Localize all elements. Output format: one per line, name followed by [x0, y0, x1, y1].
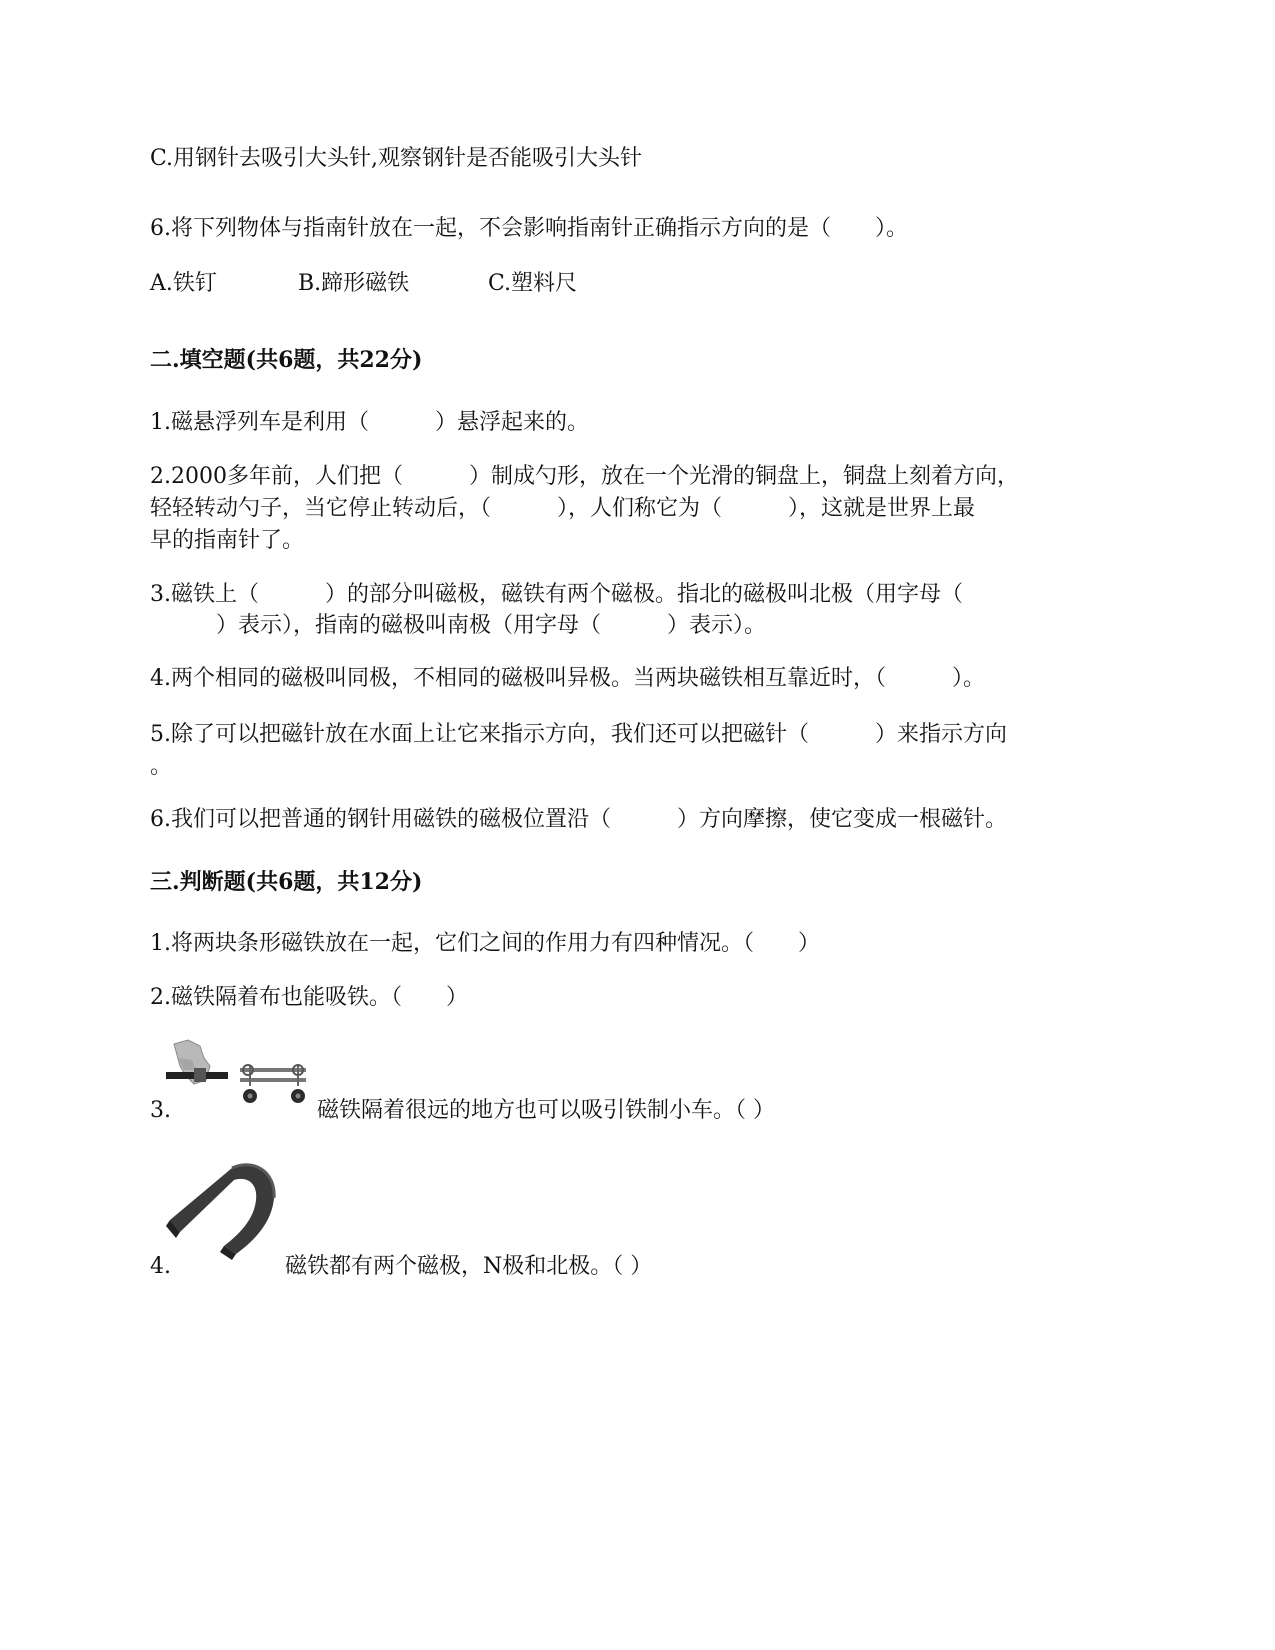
judge-q4-number: 4. — [150, 1254, 171, 1279]
fill-q5-line1: 5.除了可以把磁针放在水面上让它来指示方向，我们还可以把磁针（ ）来指示方向 — [150, 722, 1007, 747]
fill-q2-line1: 2.2000多年前，人们把（ ）制成勺形，放在一个光滑的铜盘上，铜盘上刻着方向， — [150, 464, 1019, 489]
fill-q4: 4.两个相同的磁极叫同极，不相同的磁极叫异极。当两块磁铁相互靠近时，（ ）。 — [150, 666, 985, 691]
fill-q6: 6.我们可以把普通的钢针用磁铁的磁极位置沿（ ）方向摩擦，使它变成一根磁针。 — [150, 807, 1007, 832]
fill-q3-line2: ）表示），指南的磁极叫南极（用字母（ ）表示）。 — [150, 613, 767, 638]
judge-q3-number: 3. — [150, 1098, 171, 1123]
judge-q4-text: 磁铁都有两个磁极，N极和北极。（ ） — [285, 1254, 653, 1279]
fill-q2-line2: 轻轻转动勺子，当它停止转动后，（ ），人们称它为（ ），这就是世界上最 — [150, 496, 976, 521]
section-2-heading: 二.填空题(共6题，共22分) — [150, 347, 423, 373]
question-6: 6.将下列物体与指南针放在一起，不会影响指南针正确指示方向的是（ ）。 — [150, 216, 908, 241]
section-3-heading: 三.判断题(共6题，共12分) — [150, 869, 423, 895]
fill-q3-line1: 3.磁铁上（ ）的部分叫磁极，磁铁有两个磁极。指北的磁极叫北极（用字母（ — [150, 582, 963, 607]
question-6-options — [150, 269, 650, 299]
option-b: B.蹄形磁铁 — [298, 271, 410, 296]
judge-q2: 2.磁铁隔着布也能吸铁。（ ） — [150, 985, 468, 1010]
option-a: A.铁钉 — [150, 271, 217, 296]
hand-magnet-car-image — [166, 1036, 316, 1116]
judge-q1: 1.将两块条形磁铁放在一起，它们之间的作用力有四种情况。（ ） — [150, 931, 820, 956]
fill-q1: 1.磁悬浮列车是利用（ ）悬浮起来的。 — [150, 410, 589, 435]
fill-q2-line3: 早的指南针了。 — [150, 528, 305, 553]
judge-q3-text: 磁铁隔着很远的地方也可以吸引铁制小车。（ ） — [317, 1098, 775, 1123]
fill-q5-line2: 。 — [150, 754, 173, 779]
horseshoe-magnet-image — [162, 1158, 282, 1270]
option-c: C.塑料尺 — [488, 271, 578, 296]
question-5-option-c: C.用钢针去吸引大头针,观察钢针是否能吸引大头针 — [150, 146, 643, 171]
